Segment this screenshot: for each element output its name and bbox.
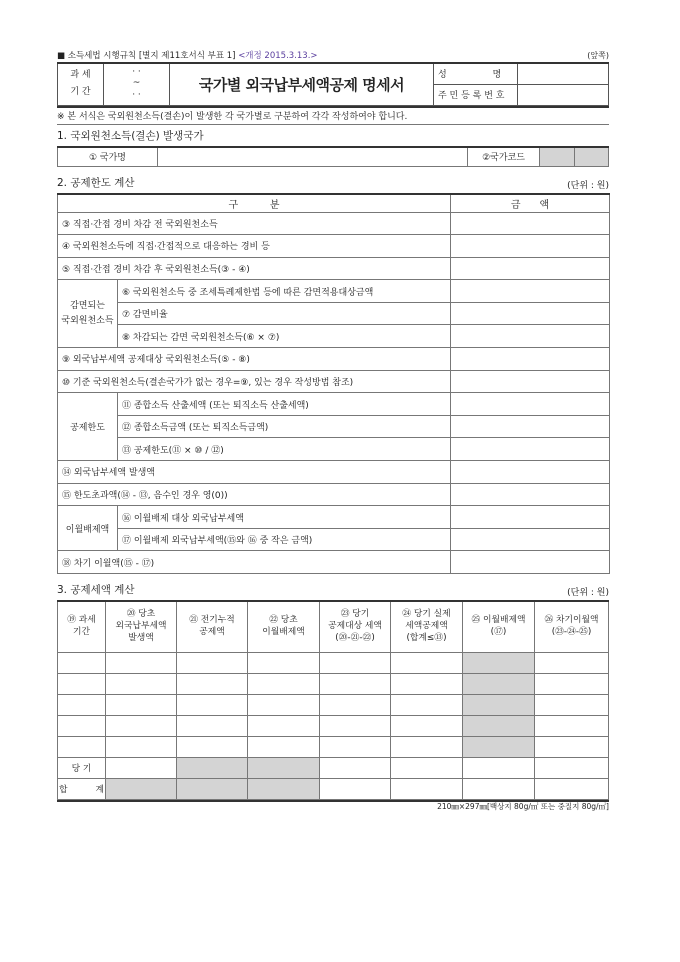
table-row: ⑫ 종합소득금액 (또는 퇴직소득금액) bbox=[58, 415, 610, 438]
amount-field-9[interactable] bbox=[451, 348, 610, 371]
amount-field-15[interactable] bbox=[451, 483, 610, 506]
table-row: 공제한도 ⑪ 종합소득 산출세액 (또는 퇴직소득 산출세액) bbox=[58, 393, 610, 416]
header-prior-cumulative-credit: ㉑ 전기누적 공제액 bbox=[177, 601, 248, 652]
country-code-field-2[interactable] bbox=[575, 147, 609, 167]
amount-field-8[interactable] bbox=[451, 325, 610, 348]
header-original-exclusion: ㉒ 당초 이월배제액 bbox=[248, 601, 320, 652]
header-current-eligible-tax: ㉓ 당기 공제대상 세액 (⑳-㉑-㉒) bbox=[320, 601, 391, 652]
amount-field-18[interactable] bbox=[451, 551, 610, 574]
header-original-foreign-tax: ⑳ 당초 외국납부세액 발생액 bbox=[106, 601, 177, 652]
country-code-field-1[interactable] bbox=[540, 147, 575, 167]
amount-field-7[interactable] bbox=[451, 302, 610, 325]
current-period-row bbox=[58, 757, 609, 778]
amount-field-3[interactable] bbox=[451, 212, 610, 235]
credit-table-header bbox=[58, 601, 609, 652]
section3-title: 3. 공제세액 계산 (단위 : 원) bbox=[57, 583, 609, 598]
amount-field-4[interactable] bbox=[451, 235, 610, 258]
amount-field-13[interactable] bbox=[451, 438, 610, 461]
country-table bbox=[57, 146, 609, 168]
table-row: 이월배제액 ⑯ 이월배제 대상 외국납부세액 bbox=[58, 506, 610, 529]
table-row bbox=[58, 736, 609, 757]
resident-id-label: 주 민 등 록 번 호 bbox=[434, 84, 518, 105]
table-row: ⑭ 외국납부세액 발생액 bbox=[58, 461, 610, 484]
resident-id-field[interactable] bbox=[518, 84, 609, 105]
instruction-note: ※ 본 서식은 국외원천소득(결손)이 발생한 각 국가별로 구분하여 각각 작성하여야 합니다. bbox=[57, 106, 609, 124]
current-period-label: 당 기 bbox=[58, 757, 106, 778]
table-row: ⑰ 이월배제 외국납부세액(⑮와 ⑯ 중 작은 금액) bbox=[58, 528, 610, 551]
table-row: ⑧ 차감되는 감면 국외원천소득(⑥ × ⑦) bbox=[58, 325, 610, 348]
amount-field-10[interactable] bbox=[451, 370, 610, 393]
tax-period-label: 과 세 기 간 bbox=[58, 63, 104, 105]
revision-note: <개정 2015.3.13.> bbox=[238, 51, 318, 61]
col-item-header: 구 분 bbox=[58, 194, 451, 212]
section1-title: 1. 국외원천소득(결손) 발생국가 bbox=[57, 124, 609, 146]
form-page bbox=[57, 48, 609, 810]
country-name-label: ① 국가명 bbox=[58, 147, 158, 167]
form-header bbox=[57, 62, 609, 106]
country-code-label: ②국가코드 bbox=[468, 147, 540, 167]
amount-field-5[interactable] bbox=[451, 257, 610, 280]
table-row: ⑮ 한도초과액(⑭ - ⑬, 음수인 경우 영(0)) bbox=[58, 483, 610, 506]
section3-unit: (단위 : 원) bbox=[567, 588, 609, 598]
amount-field-12[interactable] bbox=[451, 415, 610, 438]
table-row: ⑤ 직접·간접 경비 차감 후 국외원천소득(③ - ④) bbox=[58, 257, 610, 280]
form-title: 국가별 외국납부세액공제 명세서 bbox=[170, 63, 434, 105]
deduction-limit-group-label: 공제한도 bbox=[58, 393, 118, 461]
name-field[interactable] bbox=[518, 63, 609, 84]
carryover-exclusion-group-label: 이월배제액 bbox=[58, 506, 118, 551]
amount-field-14[interactable] bbox=[451, 461, 610, 484]
table-row: ⑦ 감면비율 bbox=[58, 302, 610, 325]
table-row bbox=[58, 694, 609, 715]
section2-title: 2. 공제한도 계산 (단위 : 원) bbox=[57, 176, 609, 191]
header-carryover-exclusion: ㉕ 이월배제액 (⑰) bbox=[463, 601, 535, 652]
amount-field-6[interactable] bbox=[451, 280, 610, 303]
amount-field-17[interactable] bbox=[451, 528, 610, 551]
exempt-income-group-label: 감면되는 국외원천소득 bbox=[58, 280, 118, 348]
name-label: 성 명 bbox=[434, 63, 518, 84]
table-row: ④ 국외원천소득에 직접·간접적으로 대응하는 경비 등 bbox=[58, 235, 610, 258]
col-amount-header: 금 액 bbox=[451, 194, 610, 212]
table-row bbox=[58, 652, 609, 673]
header-current-actual-credit: ㉔ 당기 실제 세액공제액 (합계≤⑬) bbox=[391, 601, 463, 652]
table-row bbox=[58, 673, 609, 694]
table-row: ③ 직접·간접 경비 차감 전 국외원천소득 bbox=[58, 212, 610, 235]
table-row: 감면되는 국외원천소득 ⑥ 국외원천소득 중 조세특례제한법 등에 따른 감면적용대상금액 bbox=[58, 280, 610, 303]
law-reference: ■ 소득세법 시행규칙 [별지 제11호서식 부표 1] bbox=[57, 51, 236, 61]
amount-field-16[interactable] bbox=[451, 506, 610, 529]
total-label: 합 계 bbox=[58, 778, 106, 799]
table-row bbox=[58, 715, 609, 736]
header-tax-period: ⑲ 과세 기간 bbox=[58, 601, 106, 652]
table-row: ⑱ 차기 이월액(⑮ - ⑰) bbox=[58, 551, 610, 574]
page-side-label: (앞쪽) bbox=[587, 50, 609, 60]
credit-calculation-table bbox=[57, 600, 609, 800]
table-row: ⑩ 기준 국외원천소득(결손국가가 없는 경우=⑨, 있는 경우 작성방법 참조) bbox=[58, 370, 610, 393]
form-reference-line bbox=[57, 48, 609, 62]
header-next-carryover: ㉖ 차기이월액 (㉓-㉔-㉕) bbox=[535, 601, 609, 652]
paper-spec: 210㎜×297㎜[백상지 80g/㎡ 또는 중질지 80g/㎡] bbox=[57, 800, 609, 810]
total-row bbox=[58, 778, 609, 799]
deduction-limit-table bbox=[57, 193, 610, 574]
amount-field-11[interactable] bbox=[451, 393, 610, 416]
country-name-field[interactable] bbox=[158, 147, 468, 167]
section2-unit: (단위 : 원) bbox=[567, 181, 609, 191]
table-row: ⑨ 외국납부세액 공제대상 국외원천소득(⑤ - ⑧) bbox=[58, 348, 610, 371]
table-row: ⑬ 공제한도(⑪ × ⑩ / ⑫) bbox=[58, 438, 610, 461]
tax-period-field[interactable]: · · ~ · · bbox=[104, 63, 170, 105]
